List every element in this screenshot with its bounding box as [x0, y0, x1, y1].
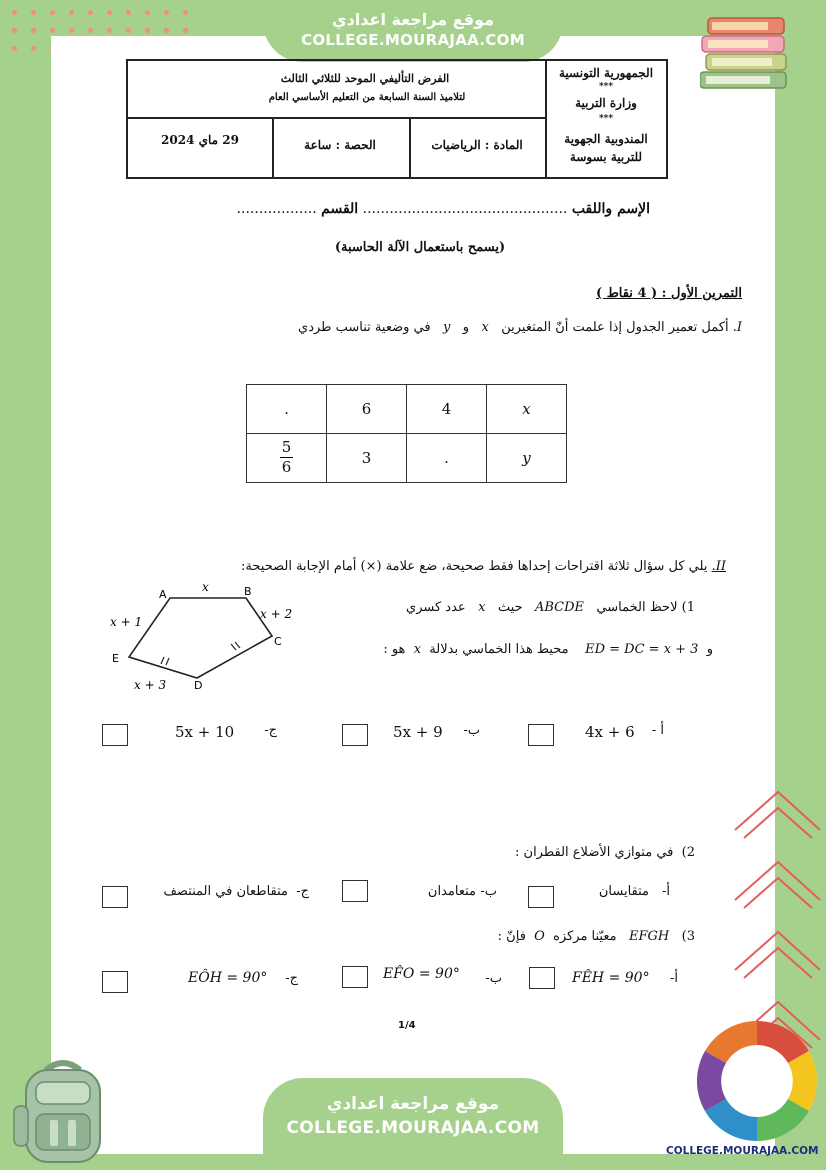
banner-url[interactable]: COLLEGE.MOURAJAA.COM [286, 1118, 540, 1138]
table-cell: 6 [327, 385, 407, 434]
exam-date: 29 ماي 2024 [161, 133, 239, 147]
vertex-A: A [159, 588, 167, 601]
fraction-denominator: 6 [281, 458, 292, 476]
q2-option-a-checkbox[interactable] [528, 886, 554, 908]
q2-option-b-label: ب- [480, 884, 497, 899]
q2-option-c: متقاطعان في المنتصف [163, 884, 288, 899]
books-icon [700, 14, 792, 96]
q1-and: و [706, 642, 713, 657]
page-number: 1/4 [398, 1020, 416, 1031]
exam-title: الفرض التأليفي الموحد للثلاثي الثالث [280, 72, 450, 85]
q1-var: x [478, 600, 486, 615]
table-cell: x [487, 385, 567, 434]
q1-option-c-checkbox[interactable] [102, 724, 128, 746]
backpack-icon [12, 1056, 114, 1170]
label-AB: x [202, 580, 209, 594]
var-y: y [443, 320, 451, 335]
q3-option-c-checkbox[interactable] [102, 971, 128, 993]
logo-caption: COLLEGE.MOURAJAA.COM [666, 1145, 819, 1157]
q1-line1 [406, 600, 695, 615]
exam-subtitle: لتلاميذ السنة السابعة من التعليم الأساسي العام [268, 92, 466, 103]
q1-option-a-checkbox[interactable] [528, 724, 554, 746]
q1-line2-end: هو : [383, 642, 406, 657]
site-banner-bottom[interactable] [263, 1078, 563, 1169]
q3-statement [498, 929, 695, 944]
q2-option-b: متعامدان [427, 884, 476, 899]
q2-option-c-label: ج- [296, 884, 309, 899]
vertex-E: E [112, 652, 119, 665]
q1-option-c-label: ج- [264, 723, 277, 738]
q3-option-a: FÊH = 90° [572, 970, 650, 986]
q1-line2 [383, 642, 713, 657]
q3-end: فإنّ : [497, 929, 526, 944]
q2-statement [515, 845, 695, 860]
q1-line2-var: x [413, 642, 422, 657]
q1-option-a: 4x + 6 [585, 723, 635, 741]
ministry-label: وزارة التربية [575, 96, 637, 110]
stars-2: *** [598, 114, 614, 124]
fraction-numerator: 5 [281, 438, 292, 456]
q3-option-a-label: أ- [669, 971, 678, 986]
q2-number: 2) [681, 845, 695, 860]
q1-option-b-checkbox[interactable] [342, 724, 368, 746]
label-ED: x + 3 [134, 678, 167, 692]
pentagon-figure [104, 578, 314, 693]
part2-number: II. [711, 559, 726, 574]
table-cell: y [487, 434, 567, 483]
regional-label: المندوبية الجهوية [564, 132, 648, 146]
table-row [247, 434, 567, 483]
part1-end: في وضعية تناسب طردي [298, 320, 431, 335]
q2-option-b-checkbox[interactable] [342, 880, 368, 902]
q3-option-b: EF̂O = 90° [383, 966, 460, 982]
exam-subject: المادة : الرياضيات [431, 138, 523, 152]
q3-option-b-checkbox[interactable] [342, 966, 368, 988]
table-cell[interactable]: . [407, 434, 487, 483]
part1-number: I. [732, 320, 742, 335]
part1-statement [298, 320, 742, 335]
q3-shape: EFGH [629, 929, 670, 944]
var-x: x [481, 320, 489, 335]
part1-text: أكمل تعمير الجدول إذا علمت أنّ المتغيرين [501, 320, 729, 335]
banner-arabic: موقع مراجعة اعدادي [331, 10, 495, 29]
table-cell-fraction [247, 434, 327, 483]
q3-text: معيّنا مركزه [553, 929, 617, 944]
republic-label: الجمهورية التونسية [558, 66, 654, 80]
site-logo-icon [694, 1020, 820, 1146]
q3-option-b-label: ب- [485, 971, 502, 986]
table-row [247, 385, 567, 434]
student-line [237, 201, 650, 217]
exam-duration: الحصة : ساعة [304, 138, 376, 152]
q1-option-a-label: أ - [651, 723, 664, 738]
q1-text-c: عدد كسري [406, 600, 466, 615]
name-label: الإسم واللقب [571, 201, 650, 217]
q3-option-a-checkbox[interactable] [529, 967, 555, 989]
q1-option-b-label: ب- [463, 723, 480, 738]
table-cell: 3 [327, 434, 407, 483]
vertex-D: D [194, 679, 203, 692]
q3-center: O [534, 929, 545, 944]
q1-number: 1) [681, 600, 695, 615]
vertex-B: B [244, 585, 252, 598]
class-field[interactable]: .................. [236, 201, 317, 217]
table-cell: 4 [407, 385, 487, 434]
part2-statement [241, 559, 726, 574]
q2-option-c-checkbox[interactable] [102, 886, 128, 908]
q1-shape: ABCDE [534, 600, 584, 615]
proportion-table [246, 384, 567, 483]
q1-option-c: 5x + 10 [175, 723, 235, 741]
part2-text: يلي كل سؤال ثلاثة اقتراحات إحداها فقط صحيحة، ضع علامة (×) أمام الإجابة الصحيحة: [241, 559, 708, 574]
and-word: و [462, 320, 470, 335]
q1-text-a: لاحظ الخماسي [596, 600, 678, 615]
q2-option-a-label: أ- [661, 884, 670, 899]
q3-option-c-label: ج- [285, 971, 298, 986]
calculator-note: (يسمح باستعمال الآلة الحاسبة) [334, 240, 506, 255]
q2-text: في متوازي الأضلاع القطران : [515, 845, 674, 860]
vertex-C: C [274, 635, 282, 648]
q1-option-b: 5x + 9 [393, 723, 443, 741]
site-banner-top[interactable] [263, 0, 563, 62]
banner-arabic: موقع مراجعة اعدادي [326, 1094, 500, 1114]
banner-url[interactable]: COLLEGE.MOURAJAA.COM [301, 31, 525, 49]
q2-option-a: متقايسان [598, 884, 649, 899]
name-field[interactable]: .............................................. [362, 201, 568, 217]
q1-equation: ED = DC = x + 3 [585, 642, 699, 657]
q1-line2-text: محيط هذا الخماسي بدلالة [429, 642, 569, 657]
exercise-title: التمرين الأول : ( 4 نقاط ) [596, 286, 742, 301]
q3-number: 3) [681, 929, 695, 944]
stars-1: *** [598, 82, 614, 92]
q1-text-b: حيث [497, 600, 523, 615]
table-cell[interactable]: . [247, 385, 327, 434]
regional-label-2: للتربية بسوسة [569, 150, 643, 164]
q3-option-c: EÔH = 90° [188, 970, 268, 986]
label-BC: x + 2 [260, 607, 293, 621]
label-AE: x + 1 [110, 615, 143, 629]
class-label: القسم [321, 201, 359, 217]
